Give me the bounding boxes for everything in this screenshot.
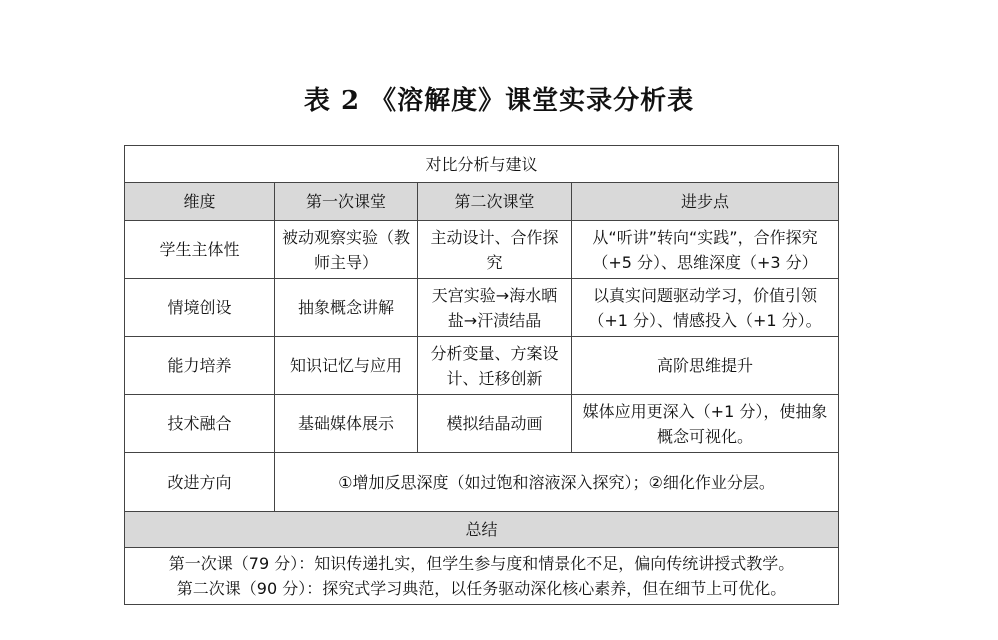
table-row: [125, 279, 839, 337]
summary-line-first-class: 第一次课（79 分）：知识传递扎实，但学生参与度和情景化不足，偏向传统讲授式教学。: [168, 554, 795, 573]
cell-progress: 从“听讲”转向“实践”，合作探究（+5 分）、思维深度（+3 分）: [572, 221, 839, 279]
improvement-row: [125, 453, 839, 512]
table-caption: 对比分析与建议: [125, 146, 839, 183]
table-header-row: [125, 183, 839, 221]
cell-first-class: 基础媒体展示: [275, 395, 418, 453]
cell-second-class: 主动设计、合作探究: [418, 221, 572, 279]
header-progress: 进步点: [572, 183, 839, 221]
summary-cell: [125, 548, 839, 605]
cell-second-class: 天宫实验→海水晒盐→汗渍结晶: [418, 279, 572, 337]
analysis-table: [124, 145, 839, 605]
table-row: [125, 395, 839, 453]
improvement-text: ①增加反思深度（如过饱和溶液深入探究）；②细化作业分层。: [275, 453, 839, 512]
improvement-label: 改进方向: [125, 453, 275, 512]
table-caption-row: [125, 146, 839, 183]
cell-progress: 以真实问题驱动学习，价值引领（+1 分）、情感投入（+1 分）。: [572, 279, 839, 337]
cell-second-class: 分析变量、方案设计、迁移创新: [418, 337, 572, 395]
cell-first-class: 知识记忆与应用: [275, 337, 418, 395]
summary-title: 总结: [125, 512, 839, 548]
header-first-class: 第一次课堂: [275, 183, 418, 221]
table-row: [125, 221, 839, 279]
cell-dimension: 能力培养: [125, 337, 275, 395]
cell-dimension: 情境创设: [125, 279, 275, 337]
cell-progress: 高阶思维提升: [572, 337, 839, 395]
cell-progress: 媒体应用更深入（+1 分），使抽象概念可视化。: [572, 395, 839, 453]
summary-title-row: [125, 512, 839, 548]
summary-row: [125, 548, 839, 605]
table-row: [125, 337, 839, 395]
cell-first-class: 被动观察实验（教师主导）: [275, 221, 418, 279]
cell-first-class: 抽象概念讲解: [275, 279, 418, 337]
cell-second-class: 模拟结晶动画: [418, 395, 572, 453]
cell-dimension: 技术融合: [125, 395, 275, 453]
header-dimension: 维度: [125, 183, 275, 221]
cell-dimension: 学生主体性: [125, 221, 275, 279]
header-second-class: 第二次课堂: [418, 183, 572, 221]
table-title: 表 2 《溶解度》课堂实录分析表: [303, 86, 695, 116]
summary-line-second-class: 第二次课（90 分）：探究式学习典范，以任务驱动深化核心素养，但在细节上可优化。: [176, 579, 787, 598]
